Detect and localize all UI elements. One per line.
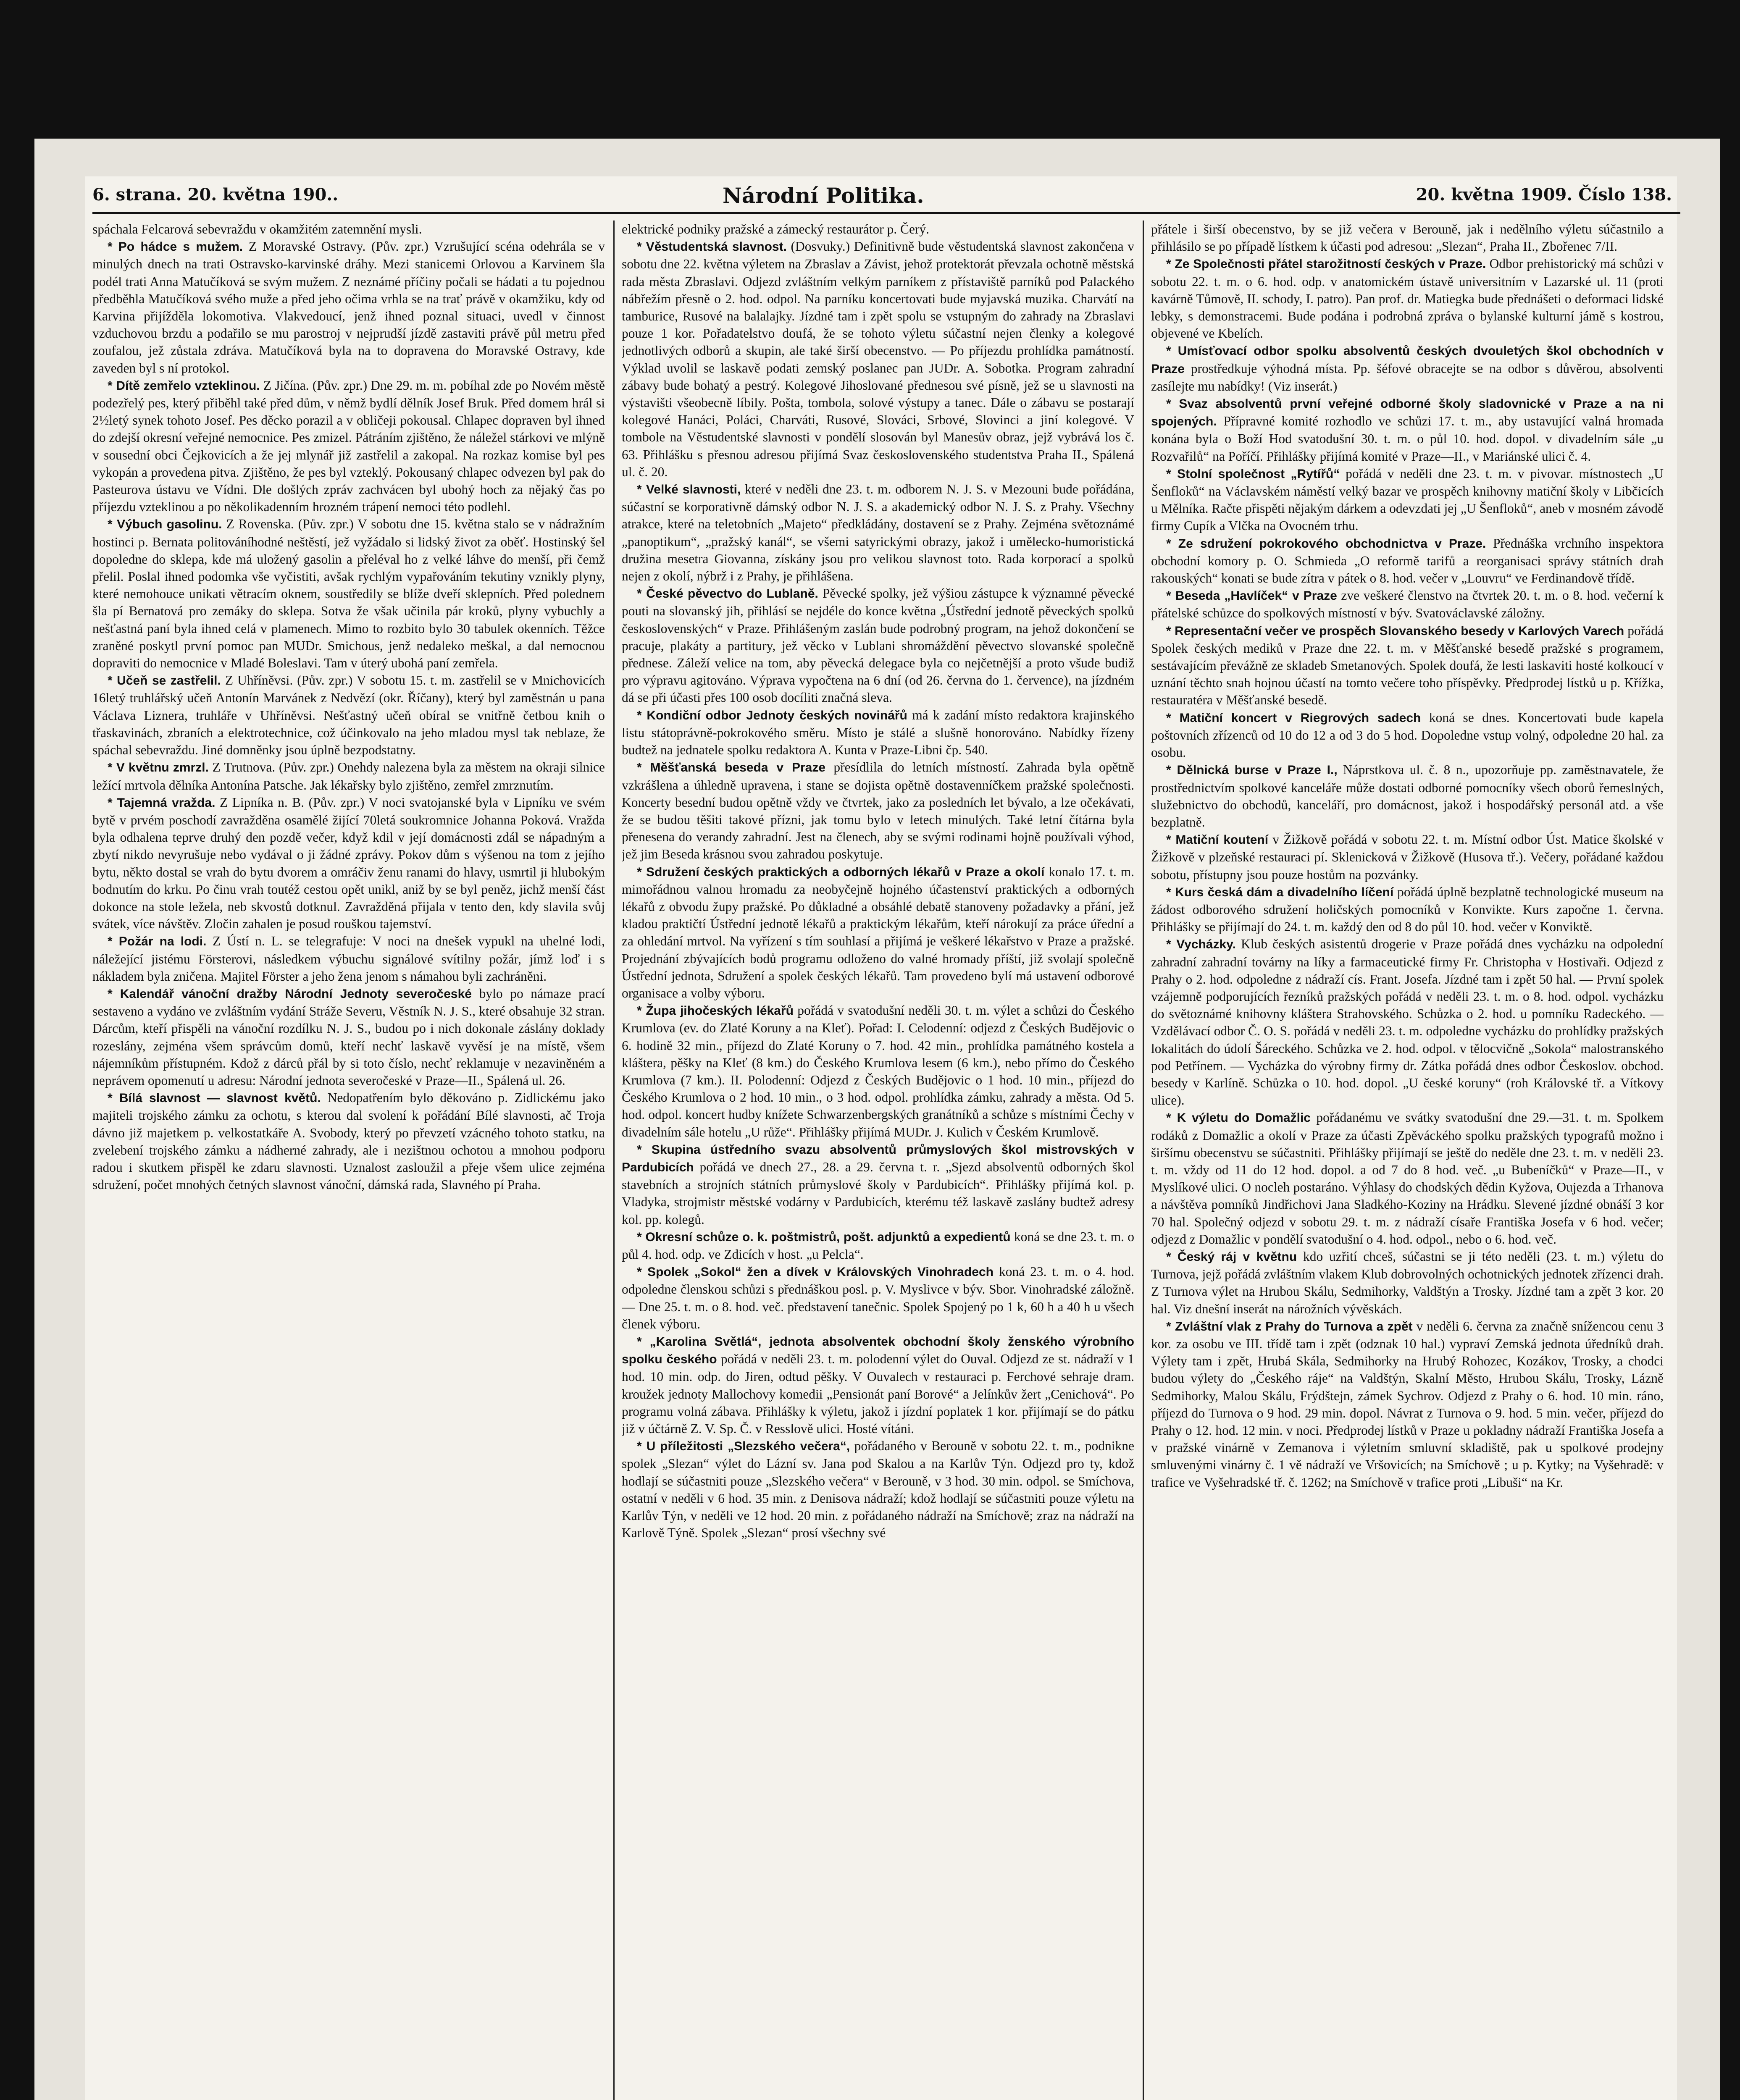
article-paragraph — [1151, 831, 1664, 883]
article-heading: * Skupina ústředního svazu absolventů průmyslových škol mistrovských v Pardubicích — [622, 1142, 1134, 1174]
article-paragraph — [1151, 587, 1664, 622]
article-text: Pěvecké spolky, jež výšiou zástupce k významné pěvecké pouti na slovanský jih, přihlásí se nejdéle do konce května „Ústřední jednotě pěveckých spolků československých“ v Praze. Přihlášeným zaslán bude podrobný program, na jehož dokončení se pracuje, plakáty a partitury, jež věcko v Lublani shromáždění pěvectvo slovanské společně přednese. Záleží velice na tom, aby pěvecká delegace byla co nejčetnější a proto všude budiž pro výpravu agitováno. Výprava vypočtena na 6 dní (od 26. června do 1. července), na jízdném dá se při účasti přes 100 osob docíliti značná sleva. — [622, 586, 1134, 705]
article-text: Z Rovenska. (Pův. zpr.) V sobotu dne 15. května stalo se v nádražním hostinci p. Bernata politováníhodné neštěstí, jež vyžádalo si lidský život za oběť. Hostinský šel dopoledne do sklepa, kde má uložený gasolin a přeléval ho z velké láhve do menší, při čemž přelil. Poslal ihned podomka vše vyčistiti, avšak rychlým vypařováním tekutiny vznikly plyny, které nemohouce unikati větracím oknem, soustředily se blíže dveří sklepních. Před polednem šla pí Bernatová pro zemáky do sklepa. Sotva že však učinila pár kroků, plyny vybuchly a nešťastná paní byla ihned celá v plamenech. Mimo to rozbito bylo 30 tabulek okenních. Těžce zraněné poskytl první pomoc pan MUDr. Smichous, jenž nedaleko meškal, a dal nemocnou dopraviti do nemocnice v Mladé Boleslavi. Tam v úterý ubohá paní zemřela. — [92, 517, 605, 671]
article-text: konalo 17. t. m. mimořádnou valnou hromadu za neobyčejně hojného účastenství praktických a odborných lékařů z obvodu župy pražské. Po důkladné a obsáhlé debatě stanoveny požadavky a přání, jež kladou praktičtí Ústřední jednotě lékařů a praktickým lékařům, kteří nárokují za práce úřední a za ohledání mrtvol. Na vyřízení s tím souhlasí a přijímá je veškeré lékařstvo v Praze a pražské. Projednání zbývajících bodů programu odloženo do valné hromady příští, již svolají společně Ústřední jednota, Sdružení a spolek českých lékařů. Tam provedeno bylí má ustavení odborové organisace a volby výboru. — [622, 864, 1134, 1000]
column-3 — [1151, 220, 1664, 2100]
article-text: Přednáška vrchního inspektora obchodní komory p. O. Schmieda „O reformě tarifů a reorganisaci správy státních drah rakouských“ konati se bude zítra v pátek o 8. hod. večer v „Louvru“ ve Ferdinandově třídě. — [1151, 536, 1664, 586]
article-paragraph — [1151, 1248, 1664, 1318]
article-paragraph — [92, 985, 605, 1089]
article-paragraph — [1151, 622, 1664, 709]
article-paragraph — [622, 480, 1134, 585]
article-text: přesídlila do letních místností. Zahrada byla opětně vzkrášlena a úhledně upravena, i stane se dojista opětně dostavenníčkem pražské společnosti. Koncerty besední budou opětně vždy ve čtvrtek, jako za posledních let bývalo, a lze očekávati, že se budou těšiti takové přízni, jak tomu bylo v letech minulých. Také letní čítárna byla přenesena do verandy zahradní. Jest na členech, aby se svými rodinami hojně používali výhod, jež jim Beseda krásnou svou zahradou poskytuje. — [622, 760, 1134, 862]
article-paragraph — [622, 1333, 1134, 1437]
article-paragraph — [622, 220, 1134, 238]
article-text: pořádá ve dnech 27., 28. a 29. června t. r. „Sjezd absolventů odborných škol stavebních a strojních státních průmyslové školy v Pardubicích“. Přihlášky přijímá kol. p. Vladyka, strojmistr městské vodárny v Pardubicích, kterému též laskavě zaslány budtež adresy kol. pp. kolegů. — [622, 1159, 1134, 1227]
article-heading: * Zvláštní vlak z Prahy do Turnova a zpět — [1166, 1319, 1413, 1334]
article-paragraph — [1151, 761, 1664, 831]
article-heading: * Věstudentská slavnost. — [637, 240, 787, 254]
article-heading: * Požár na lodi. — [108, 934, 207, 949]
article-heading: * Ze Společnosti přátel starožitností českých v Praze. — [1166, 257, 1486, 271]
article-paragraph — [622, 759, 1134, 863]
article-paragraph — [92, 220, 605, 238]
article-paragraph — [622, 585, 1134, 706]
article-text: Odbor prehistorický má schůzi v sobotu 22. t. m. o 6. hod. odp. v anatomickém ústavě universitním v Lazarské ul. 11 (proti kavárně Tůmově, II. schody, I. patro). Pan prof. dr. Matiegka bude přednášeti o deformaci lidské lebky, s demonstracemi. Bude podána i podrobná zpráva o bylanské kulturní jámě s kostrou, objevené ve Kbelích. — [1151, 256, 1664, 341]
article-heading: * Representační večer ve prospěch Slovanského besedy v Karlových Varech — [1166, 624, 1624, 638]
article-text: pořádá v neděli dne 23. t. m. v pivovar. místnostech „U Šenfloků“ na Václavském náměstí velký bazar ve prospěch knihovny matiční školy v Libčicích u Mělníka. Račte přispěti nějakým dárkem a odevzdati jej „U Šenfloků“, aneb v mosném závodě firmy Cupík a Vlčka na Ovocném trhu. — [1151, 466, 1664, 533]
article-paragraph — [1151, 1109, 1664, 1248]
column-divider — [613, 220, 615, 2100]
article-heading: * Tajemná vražda. — [108, 795, 216, 810]
article-heading: * Výbuch gasolinu. — [108, 517, 222, 532]
article-text: přátele i širší obecenstvo, by se již večera v Berouně, jak i nedělního výletu súčastnilo a přihlásilo se po případě lístkem k účasti pod adresou: „Slezan“, Praha II., Zbořenec 7/II. — [1151, 222, 1664, 254]
article-heading: * Kondiční odbor Jednoty českých novinářů — [637, 708, 907, 722]
article-heading: * Ze sdružení pokrokového obchodnictva v Praze. — [1166, 536, 1486, 551]
article-paragraph — [1151, 883, 1664, 936]
article-paragraph — [622, 1002, 1134, 1141]
article-text: koná se dne 23. t. m. o půl 4. hod. odp. ve Zdicích v host. „u Pelcla“. — [622, 1229, 1134, 1262]
article-paragraph — [1151, 255, 1664, 342]
article-heading: * Dítě zemřelo vzteklinou. — [108, 378, 260, 393]
article-heading: * Beseda „Havlíček“ v Praze — [1166, 589, 1337, 603]
article-text: Nedopatřením bylo děkováno p. Zidlickému jako majiteli trojského zámku za ochotu, s kterou dal svolení k pořádání Bílé slavnosti, ač Troja dávno již majetkem p. velkostatkáře A. Svobody, který po převzetí vzácného tohoto statku, na zvelebení trojského zámku a nádherné zahrady, ale i nezištnou ochotou a mnohou podporu radou i skutkem přispěl ke zdaru slavnosti. Uznalost zasloužil a přeje všem ulice zejména sdružení, počet mnohých četných slavnost vánoční, dámská rada, Slavného pí Praha. — [92, 1090, 605, 1192]
article-heading: * Bílá slavnost — slavnost květů. — [108, 1091, 321, 1105]
article-paragraph — [1151, 395, 1664, 465]
article-text: v Žižkově pořádá v sobotu 22. t. m. Místní odbor Úst. Matice školské v Žižkově v plzeňské restauraci pí. Sklenicková v Žižkově (Husova tř.). Večery, pořádané každou sobotu, přístupny jsou pouze hostům na pozvánky. — [1151, 832, 1664, 882]
article-heading: * Učeň se zastřelil. — [108, 674, 221, 688]
article-heading: * Dělnická burse v Praze I., — [1166, 763, 1338, 777]
article-text: koná 23. t. m. o 4. hod. odpoledne členskou schůzi s přednáškou posl. p. V. Myslivce v býv. Sbor. Vinohradské záložně. — Dne 25. t. m. o 8. hod. več. představení tanečnic. Spolek Spojený po 1 k, 60 h a 40 h u všech členek výboru. — [622, 1264, 1134, 1331]
article-heading: * Po hádce s mužem. — [108, 240, 243, 254]
article-heading: * Český ráj v květnu — [1166, 1250, 1297, 1264]
column-2 — [622, 220, 1134, 2100]
article-heading: * Vycházky. — [1166, 937, 1236, 952]
article-paragraph — [1151, 709, 1664, 761]
article-heading: * Sdružení českých praktických a odborných lékařů v Praze a okolí — [637, 865, 1045, 879]
article-text: prostředkuje výhodná místa. Pp. šéfové obracejte se na odbor s důvěrou, absolventi zasílejte mu nabídky! (Viz inserát.) — [1151, 361, 1664, 394]
article-paragraph — [622, 1263, 1134, 1333]
article-text: Z Lipníka n. B. (Pův. zpr.) V noci svatojanské byla v Lipníku ve svém bytě v prvém poschodí zavražděna osamělé žijící 70letá soukromnice Johanna Poková. Vražda byla odhalena teprve druhý den pozdě večer, když kdil v její domácnosti zdál se nápadným a zbytí nikdo nevyrušuje nebo vydával o ji žádné zprávy. Pokov dům s výšenou na tom z jejího bytu, někto dostal se vrah do bytu dvorem a omráčiv ženu ranami do hlavy, usmrtil ji hlubokým bodnutím do krku. Po činu vrah toutéž cestou opět unikl, aniž by se byl peněz, jichž menší část dokonce na stole ležela, neb skvostů dotknul. Zavražděná přijala v tento den, kdy slavila svůj svátek, více návštěv. Zločin zahalen je posud rouškou tajemství. — [92, 795, 605, 932]
article-text: kdo uzřití chceš, súčastni se ji této neděli (23. t. m.) výletu do Turnova, jejž pořádá zvláštním vlakem Klub dobrovolných ochotnických jednotek zřízenci drah. Z Turnova výlet na Hrubou Skálu, Sedmihorky, Valdštýn a Trosky. Jízdné tam a zpět 3 kor. 20 hal. Viz dnešní inserát na nárožních vývěskách. — [1151, 1249, 1664, 1316]
page-header — [92, 185, 1672, 206]
article-paragraph — [92, 1089, 605, 1193]
article-text: které v neděli dne 23. t. m. odborem N. J. S. v Mezouni bude pořádána, súčastní se korporativně dámský odbor N. J. S. a akademický odbor N. J. S. z Prahy. Všechny atrakce, které na teletobních „Majeto“ předkládány, dostavení se z Prahy. Zejména světoznámé „panoptikum“, „pražský kanál“, se všemi satyrickými obrazy, jakož i umělecko-humoristická družina mesetra Giovanna, získány jsou pro velikou slavnost toto. Rada korporací a spolků nejen z okolí, nýbrž i z Prahy, je přihlášena. — [622, 482, 1134, 584]
article-paragraph — [1151, 220, 1664, 255]
article-paragraph — [92, 377, 605, 516]
article-text: pořádá Spolek českých mediků v Praze dne 22. t. m. v Měšťanské besedě pražské s programem, sestávajícím převážně ze skladeb Smetanových. Spolek doufá, že lesti laskaviti hosté kolkoucí v uznání těchto snah hojnou účastí na tomto večere toho příspěvky. Předprodej lístků u p. Křížka, restauratéra v Měšťanské besedě. — [1151, 623, 1664, 708]
article-text: Přípravné komité rozhodlo ve schůzi 17. t. m., aby ustavující valná hromada konána byla o Boží Hod svatodušní 30. t. m. o půl 10. hod. dopol. v divadelním sále „u Rozvařilů“ na Poříčí. Přihlášky přijímá komité v Praze—II., v Mariánské ulici č. 4. — [1151, 414, 1664, 464]
article-paragraph — [1151, 465, 1664, 535]
article-text: Z Trutnova. (Pův. zpr.) Onehdy nalezena byla za městem na okraji silnice ležící mrtvola dělníka Antonína Patsche. Jak lékařsky bylo zjištěno, zemřel zmrznutím. — [92, 760, 605, 793]
article-heading: * Kalendář vánoční dražby Národní Jednoty severočeské — [108, 987, 472, 1001]
header-rule — [92, 212, 1680, 214]
article-text: Z Ústí n. L. se telegrafuje: V noci na dnešek vypukl na uhelné lodi, náležející jistému Försterovi, následkem výbuchu signálové svítilny požár, jímž loď i s nákladem byla zničena. Majitel Förster a jeho žena jenom s námahou byli zachráněni. — [92, 934, 605, 984]
article-text: pořádaného v Berouně v sobotu 22. t. m., podnikne spolek „Slezan“ výlet do Lázní sv. Jana pod Skalou a na Karlův Týn. Odjezd pro ty, kdož hodlají se súčastniti pouze „Slezského večera“ v Berouně, v 3 hod. 30 min. odpol. se Smíchova, ostatní v neděli v 6 hod. 35 min. z Denisova nádraží; kdož hodlají se súčastniti pouze výletu na Karlův Týn, v neděli ve 12 hod. 20 min. z pořádaného nádraží na Smíchově; zraz na nádraží na Karlově Týně. Spolek „Slezan“ prosí všechny své — [622, 1438, 1134, 1541]
article-paragraph — [622, 706, 1134, 759]
article-heading: * „Karolina Světlá“, jednota absolventek obchodní školy ženského výrobního spolku českého — [622, 1335, 1134, 1367]
article-paragraph — [1151, 1318, 1664, 1491]
article-heading: * Kurs česká dám a divadelního líčení — [1166, 885, 1394, 899]
article-heading: * Matiční koncert v Riegrových sadech — [1166, 711, 1421, 725]
article-heading: * Matiční koutení — [1166, 833, 1269, 847]
article-text: pořádá v svatodušní neděli 30. t. m. výlet a schůzi do Českého Krumlova (ev. do Zlaté Koruny a na Kleť). Pořad: I. Celodenní: odjezd z Českých Budějovic o 6. hodině 32 min., příjezd do Zlaté Koruny o 7. hod. 42 min., prohlídka památného kostela a kláštera, pěšky na Kleť (8 km.) do Českého Krumlova lesem (6 km.), nebo přímo do Českého Krumlova (7 km.). II. Polodenní: Odjezd z Českých Budějovic o 1 hod. 10 min., příjezd do Českého Krumlova o 2 hod. 10 min., o 3 hod. odpol. prohlídka zámku, zahrady a města. Od 5. hod. odpol. koncert hudby knížete Schwarzenbergských granátníků a schůze s místními Čechy v divadelním sále hotelu „U růže“. Přihlášky přijímá MUDr. J. Kulich v Českém Krumlově. — [622, 1003, 1134, 1139]
article-heading: * Stolní společnost „Rytířů“ — [1166, 467, 1340, 481]
article-text: má k zadání místo redaktora krajinského listu státoprávně-pokrokového směru. Místo je stálé a slušně honorováno. Nabídky řízeny budtež na jednatele spolku redaktora A. Kunta v Praze-Libni čp. 540. — [622, 707, 1134, 758]
page-number-date: 6. strana. 20. května 190.. — [92, 185, 339, 205]
article-heading: * Měšťanská beseda v Praze — [637, 761, 826, 775]
article-paragraph — [1151, 342, 1664, 395]
article-paragraph — [92, 238, 605, 377]
article-paragraph — [1151, 535, 1664, 587]
article-paragraph — [622, 238, 1134, 480]
column-1 — [92, 220, 605, 2100]
article-text: Z Jičína. (Pův. zpr.) Dne 29. m. m. pobíhal zde po Novém městě podezřelý pes, který přiběhl také před dům, v němž bydlí dělník Josef Bruk. Před domem hrál si 2½letý synek tohoto Josef. Pes děcko porazil a v obličeji pokousal. Chlapec dopraven byl ihned do zdejší okresní veřejné nemocnice. Pes zmizel. Pátráním zjištěno, že náležel stárkovi ve mlýně v sousední obci Čejkovicích a že jej mlynář již zastřelil a zakopal. Na rozkaz komise byl pes vykopán a provedena pitva. Zjištěno, že pes byl vzteklý. Pokousaný chlapec odvezen byl pak do Pasteurova ústavu ve Vídni. Dle došlých zpráv zachvácen byl ubohý hoch za nějaký čas po příjezdu vzteklinou a po několikadenním hrozném trápení nemoci této podlehl. — [92, 378, 605, 514]
article-text: Klub českých asistentů drogerie v Praze pořádá dnes vycházku na odpolední zahradní zahradní továrny na líky a farmaceutické firmy Fr. Christopha v Hostivaři. Odjezd z Prahy o 2. hod. odpoledne z nádraží cís. Frant. Josefa. Jízdné tam i zpět 50 hal. — První spolek vzájemně podporujících řezníků pražských pořádá v neděli 23. t. m. o 8. hod. odpol. vycházku do světoznámé knihovny kláštera Strahovského. Schůzka o 2. hod. u pomníku Radeckého. — Vzdělávací odbor Č. O. S. pořádá v neděli 23. t. m. odpoledne vycházku do prohlídky pražských lokalitách do údolí Šáreckého. Schůzka ve 2. hod. odpol. v tělocvičně „Sokola“ malostranského pod Petřínem. — Vycházka do výrobny firmy dr. Zátka pořádá dnes odbor Českoslov. obchod. besedy v Karlíně. Schůzka o 10. hod. dopol. „U české koruny“ (roh Královské tř. a Vítkovy ulice). — [1151, 937, 1664, 1108]
article-text: Náprstkova ul. č. 8 n., upozorňuje pp. zaměstnavatele, že prostřednictvím spolkové kanceláře může dostati odborné pomocníky všech oborů řemeslných, služebnictvo do obchodů, kanceláří, pro domácnost, jakož i hospodářský personál atd. a vše bezplatně. — [1151, 762, 1664, 830]
article-paragraph — [92, 515, 605, 672]
article-text: koná se dnes. Koncertovati bude kapela poštovních zřízenců od 10 do 12 a od 3 do 5 hod. Dopoledne vstup volný, odpoledne 20 hal. za osobu. — [1151, 710, 1664, 760]
article-paragraph — [92, 932, 605, 985]
article-paragraph — [622, 1228, 1134, 1263]
column-divider — [1143, 220, 1144, 2100]
article-text: elektrické podniky pražské a zámecký restaurátor p. Čerý. — [622, 222, 930, 236]
article-paragraph — [1151, 935, 1664, 1109]
article-text: bylo po námaze prací sestaveno a vydáno ve zvláštním vydání Stráže Severu, Věstník N. J. S., které obsahuje 32 stran. Dárcům, kteří přispěli na vánoční rozdílku N. J. S., budou po i nich dokonale záslány doklady rozeslány, zejména všem správcům domů, kteří nechť laskavě vyvěsí je na místě, všem nájemníkům přístupném. Kdož z dárců přál by si toto číslo, nechť reklamuje v nezaviněném a neprávem opomenutí u adresu: Národní jednota severočeské v Praze—II., Spálená ul. 26. — [92, 986, 605, 1088]
issue-date-number: 20. května 1909. Číslo 138. — [1416, 185, 1672, 205]
newspaper-title: Národní Politika. — [723, 183, 924, 208]
article-paragraph — [92, 794, 605, 933]
article-paragraph — [622, 1437, 1134, 1541]
article-heading: * U příležitosti „Slezského večera“, — [637, 1439, 850, 1454]
article-text: (Dosvuky.) Definitivně bude věstudentská slavnost zakončena v sobotu dne 22. května výletem na Zbraslav a Závist, jehož protektorát převzala ochotně městská rada města Zbraslavi. Odjezd zvláštním velkým parníkem z přístaviště parníků pod Palackého nábřežím přesně o 2. hod. odpol. Na parníku koncertovati bude myjavská muzika. Charvátí na tamburice, Rusové na balalajky. Jízdné tam i zpět spolu se vstupným do zahrady na Zbraslavi pouze 1 kor. Pořadatelstvo doufá, že se tohoto výletu súčastní nejen členky a kolegové jednotlivých odborů a skupin, ale také širší obecenstvo. — Po příjezdu prohlídka památností. Výklad uvolil se laskavě podati zemský poslanec pan JUDr. A. Sobotka. Program zahradní zábavy bude bohatý a pestrý. Kolegové Jihoslované přednesou své písně, jež se u slavnosti na výstavišti všeobecně líbily. Pošta, tombola, solové výstupy a tanec. Dále o zábavu se postarají kolegové Hanáci, Poláci, Charváti, Rusové, Slováci, Srbové, Slovinci a jiní kolegové. V tombole na Věstudentské slavnosti v pondělí slosován byl Manesův obraz, jejž vybrává los č. 63. Přihlášku s přesnou adresou přijímá Svaz československého studentstva Praha II., Spálená ul. č. 20. — [622, 239, 1134, 479]
article-heading: * Svaz absolventů první veřejné odborné školy sladovnické v Praze a na ni spojených. — [1151, 397, 1664, 429]
article-text: pořádá úplně bezplatně technologické museum na žádost odborového sdružení holičských pomocníků v Konvikte. Kurs započne 1. června. Přihlášky se přijímají do 24. t. m. každý den od 8 do půl 10. hod. večer v Konviktě. — [1151, 884, 1664, 934]
article-text: zve veškeré členstvo na čtvrtek 20. t. m. o 8. hod. večerní k přátelské schůzce do spolkových místností v býv. Svatováclavské záložny. — [1151, 588, 1664, 621]
article-paragraph — [622, 863, 1134, 1002]
article-heading: * Okresní schůze o. k. poštmistrů, pošt. adjunktů a expedientů — [637, 1230, 1011, 1244]
article-text: spáchala Felcarová sebevraždu v okamžitém zatemnění mysli. — [92, 222, 422, 236]
article-paragraph — [92, 672, 605, 759]
article-heading: * Župa jihočeských lékařů — [637, 1004, 794, 1018]
article-heading: * Umísťovací odbor spolku absolventů českých dvouletých škol obchodních v Praze — [1151, 344, 1664, 376]
article-heading: * Velké slavnosti, — [637, 483, 741, 497]
article-paragraph — [92, 759, 605, 793]
article-heading: * České pěvectvo do Lublaně. — [637, 587, 818, 601]
article-heading: * K výletu do Domažlic — [1166, 1111, 1311, 1125]
article-text: v neděli 6. června za značně snížencou cenu 3 kor. za osobu ve III. třídě tam i zpět (odznak 10 hal.) vypraví Zemská jednota úředníků drah. Výlety tam i zpět, Hrubá Skála, Sedmihorky na Hrubý Rohozec, Kozákov, Trosky, a chodci budou výlety do „Českého ráje“ na Valdštýn, Skalní Město, Hrubou Skálu, Trosky, Lázně Sedmihorky, Malou Skálu, Frýdštejn, zámek Sychrov. Odjezd z Prahy o 6. hod. 10 min. ráno, příjezd do Turnova o 9 hod. 29 min. dopol. Návrat z Turnova o 9. hod. 5 min. večer, příjezd do Prahy o 12. hod. 12 min. v noci. Předprodej lístků v Praze u pokladny nádraží Františka Josefa a v pražské vinárně v Zemanova i výletním smluvní skladiště, pak u spolkové prodejny smluvenými vinárny č. 1 vě nádraží ve Vršovicích; na Smíchově ; u p. Kytky; na Vyšehradě: v trafice ve Vyšehradské tř. č. 1262; na Smíchově v trafice proti „Libuši“ na Kr. — [1151, 1318, 1664, 1490]
article-text: Z Uhříněvsi. (Pův. zpr.) V sobotu 15. t. m. zastřelil se v Mnichovicích 16letý truhlářský učeň Antonín Marvánek z Nedvězí (okr. Říčany), který byl zaměstnán u pana Václava Liznera, truhláře v Uhříněvsi. Nešťastný učeň obíral se vnitřně četbou knih o třaskavinách, zbraních a elektrotechnice, což účinkovalo na jeho mladou mysl tak neblaze, že spáchal sebevraždu. Jiné domněnky jsou úplně bezpodstatny. — [92, 673, 605, 758]
article-text: pořádá v neděli 23. t. m. polodenní výlet do Ouval. Odjezd ze st. nádraží v 1 hod. 10 min. odp. do Jiren, odtud pěšky. V Ouvalech v restauraci p. Ferchové sehraje dram. kroužek jednoty Mallochovy komedii „Pensionát paní Borové“ a Jelínkův žert „Cenichová“. Po programu volná zábava. Přihlášky k výletu, jakož i jízdní poplatek 1 kor. přijímají se do pátku již v účtárně Z. V. Sp. Č. v Resslově ulici. Hosté vítáni. — [622, 1352, 1134, 1436]
article-text: pořádanému ve svátky svatodušní dne 29.—31. t. m. Spolkem rodáků z Domažlic a okolí v Praze za účasti Zpěváckého spolku pražských typografů možno i širšímu obecenstvu se súčastniti. Přihlášky přijímají se ještě do neděle dne 23. t. m. v neděli 23. t. m. vždy od 11 do 12 hod. dopol. a od 7 do 8 hod. več. „u Bubeníčků“ v Praze—II., v Myslíkové ulici. O nocleh postaráno. Výhlasy do chodských dědin Kyžova, Oujezda a Trhanova a návštěva pomníků Jindřichovi Jana Sladkého-Koziny na Hrádku. Slevené jízdné obnáší 3 kor 70 hal. Společný odjezd v sobotu 29. t. m. z nádraží císaře Františka Josefa v 6 hod. večer; odjezd z Domažlic v pondělí svatodušní o 4. hod. odpol., nebo o 6. hod. več. — [1151, 1110, 1664, 1247]
article-text: Z Moravské Ostravy. (Pův. zpr.) Vzrušující scéna odehrála se v minulých dnech na trati Ostravsko-karvinské dráhy. Mezi stanicemi Orlovou a Karvinem šla podél trati Anna Matučíková se svým mužem. Z neznámé příčiny počali se hádati a tu pojednou předběhla Matučíková svého muže a před jeho očima vrhla se na trať právě v okamžiku, kdy od Karvina přijížděla lokomotiva. Vlakvedoucí, jenž ihned poznal situaci, uvedl v činnost vzduchovou brzdu a podařilo se mu parostroj v nejprudší jízdě zastaviti právě půl metru před zoufalou, jež zůstala zdráva. Matučíková byla na to dopravena do Moravské Ostravy, kde zaveden byl s ní protokol. — [92, 239, 605, 375]
article-paragraph — [622, 1141, 1134, 1228]
article-heading: * Spolek „Sokol“ žen a dívek v Královských Vinohradech — [637, 1265, 994, 1279]
article-heading: * V květnu zmrzl. — [108, 761, 209, 775]
